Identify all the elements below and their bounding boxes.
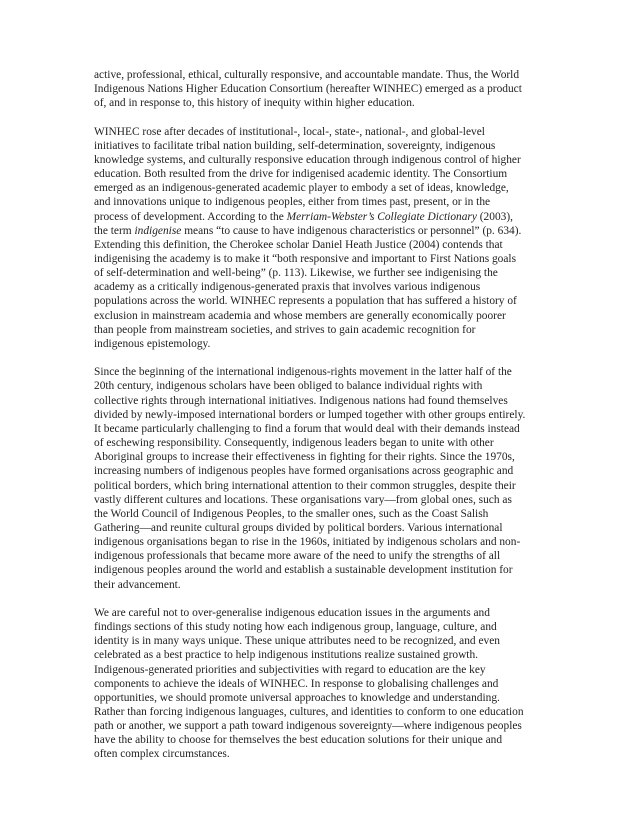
text-line: Indigenous Nations Higher Education Consortium (hereafter WINHEC) emerged as a product [94,83,522,96]
text-line [94,210,552,224]
text-line: increasing numbers of indigenous peoples have formed organisations across geographic and [94,465,514,478]
text-line: exclusion in mainstream academia and whose members are generally economically poorer [94,309,506,322]
text-line: emerged as an indigenous-generated academic player to embody a set of ideas, knowledge, [94,182,509,195]
text-line: indigenous epistemology. [94,337,211,350]
paragraph-4 [94,606,552,762]
text-line: indigenising the academy is to make it “both responsive and important to First Nations goals [94,253,517,266]
text-line [94,224,552,238]
text-line: education. Both resulted from the drive for indigenised academic identity. The Consortium [94,168,508,181]
text-line: of self-determination and well-being” (p. 113). Likewise, we further see indigenising the [94,267,498,280]
text-line: academy as a critically indigenous-generated praxis that involves various indigenous [94,281,481,294]
text-line: WINHEC rose after decades of institutional-, local-, state-, national-, and global-level [94,125,485,138]
text-line: Extending this definition, the Cherokee scholar Daniel Heath Justice (2004) contends that [94,238,503,251]
paragraph-3 [94,365,552,592]
text-segment: (2003), [479,210,513,223]
paragraph-1 [94,68,552,110]
text-line: the World Council of Indigenous Peoples, to the smaller ones, such as the Coast Salish [94,507,489,520]
text-segment: the term [94,224,132,237]
text-segment: means “to cause to have indigenous characteristics or personnel” (p. 634). [184,224,522,237]
text-line: and innovations unique to indigenous peoples, either from times past, present, or in the [94,196,491,209]
document-page [94,68,552,776]
text-line: their advancement. [94,578,181,591]
paragraph-2 [94,125,552,352]
text-line: Gathering—and reunite cultural groups divided by political borders. Various international [94,521,503,534]
text-line: indigenous peoples around the world and establish a sustainable development institution for [94,564,513,577]
text-line: political borders, which bring international attention to their common struggles, despite their [94,479,516,492]
text-line: identity is in many ways unique. These unique attributes need to be recognized, and even [94,635,500,648]
text-line: knowledge systems, and culturally responsive education through indigenous control of higher [94,153,521,166]
defined-term: indigenise [134,224,182,237]
text-line: often complex circumstances. [94,748,230,761]
dictionary-title: Merriam-Webster’s Collegiate Dictionary [286,210,477,223]
text-segment: process of development. According to the [94,210,284,223]
text-line: than people from mainstream societies, and strives to gain academic recognition for [94,323,476,336]
text-line: It became particularly challenging to find a forum that would deal with their demands instead [94,422,520,435]
text-line: active, professional, ethical, culturally responsive, and accountable mandate. Thus, the World [94,69,520,81]
text-line: findings sections of this study noting how each indigenous group, language, culture, and [94,621,497,634]
text-line: Aboriginal groups to increase their effectiveness in fighting for their rights. Since the 1970s, [94,451,515,464]
text-line: divided by newly-imposed international borders or lumped together with other groups entirely. [94,408,526,421]
text-line: 20th century, indigenous scholars have been obliged to balance individual rights with [94,380,483,393]
text-line: opportunities, we should promote universal approaches to knowledge and understanding. [94,691,500,704]
text-line: path or another, we support a path toward indigenous sovereignty—where indigenous peoples [94,720,522,733]
text-line: populations across the world. WINHEC represents a population that has suffered a history of [94,295,517,308]
text-line: indigenous professionals that became more aware of the need to unify the strengths of all [94,550,501,563]
text-line: Indigenous-generated priorities and subjectivities with regard to education are the key [94,663,486,676]
text-line: components to achieve the ideals of WINHEC. In response to globalising challenges and [94,677,499,690]
text-line: Since the beginning of the international indigenous-rights movement in the latter half of the [94,366,512,379]
text-line: indigenous organisations began to rise in the 1960s, initiated by indigenous scholars and non- [94,536,521,549]
text-line: of eschewing responsibility. Consequently, indigenous leaders began to unite with other [94,437,494,450]
text-line: have the ability to choose for themselves the best education solutions for their unique and [94,734,503,747]
text-line: Rather than forcing indigenous languages, cultures, and identities to conform to one education [94,705,524,718]
text-line: of, and in response to, this history of inequity within higher education. [94,97,415,110]
text-line: collective rights through international initiatives. Indigenous nations had found themselves [94,394,508,407]
text-line: We are careful not to over-generalise indigenous education issues in the arguments and [94,606,490,619]
text-line: celebrated as a best practice to help indigenous institutions realize sustained growth. [94,649,479,662]
text-line: initiatives to facilitate tribal nation building, self-determination, sovereignty, indigenous [94,139,496,152]
text-line: vastly different cultures and locations. These organisations vary—from global ones, such as [94,493,512,506]
